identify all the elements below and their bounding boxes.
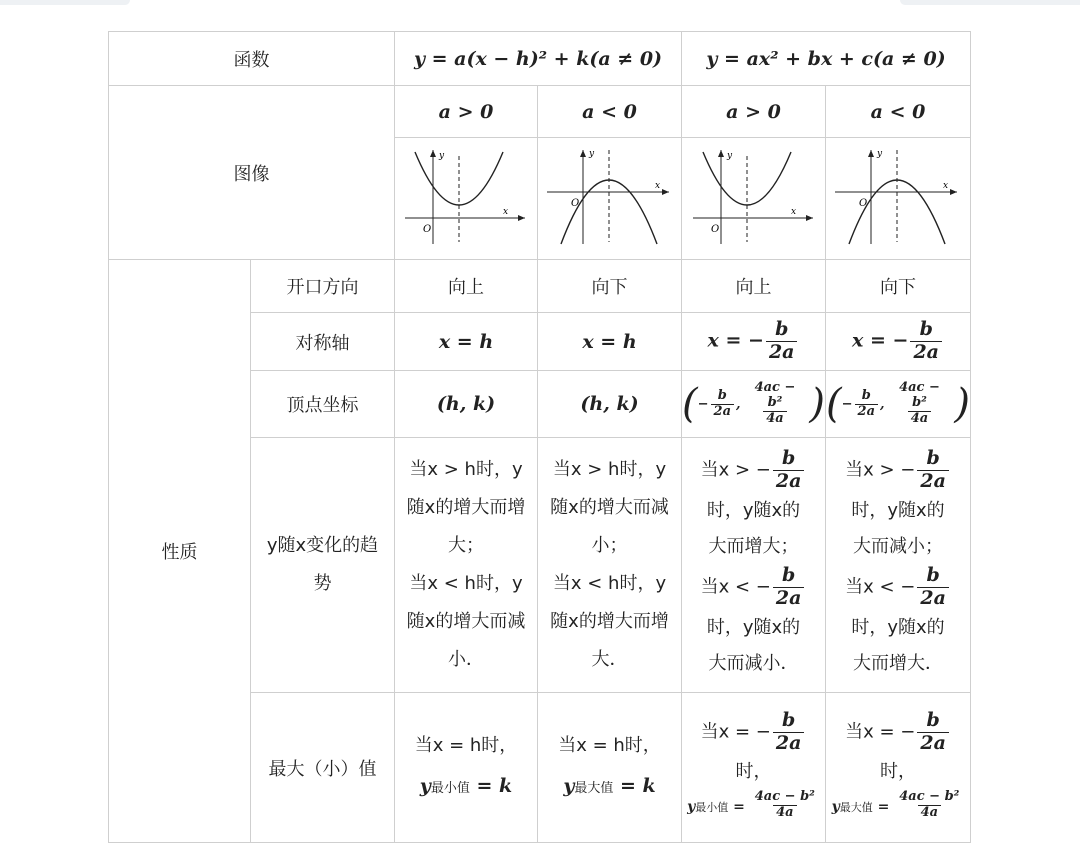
extreme-line: 时，	[735, 760, 772, 782]
vertex-value: (h, k)	[436, 393, 496, 415]
axis-value: x = h	[438, 330, 494, 353]
fraction-denominator: 2a	[855, 404, 878, 420]
opening-label: 开口方向	[286, 277, 359, 298]
extreme-y: y	[687, 798, 696, 815]
fraction-numerator: b	[717, 387, 727, 403]
extreme-cell	[826, 693, 971, 843]
extreme-y: y	[831, 798, 840, 815]
axis-cell	[682, 313, 826, 371]
axis-y-label: y	[726, 151, 732, 161]
fraction-numerator: 4ac − b²	[899, 380, 940, 411]
trend-line: 当x < h时，y	[552, 573, 667, 594]
extreme-line: 当x = h时，	[414, 735, 518, 756]
trend-cell	[538, 438, 682, 693]
fraction-denominator: 4a	[773, 805, 796, 821]
minus-sign: −	[841, 396, 853, 412]
extreme-subscript: 最小值	[430, 781, 470, 796]
trend-line: 时，y随x的	[706, 616, 801, 638]
comma: ,	[880, 396, 885, 412]
trend-line: 时，y随x的	[706, 500, 801, 521]
extreme-subscript: 最大值	[839, 800, 873, 814]
vertex-form-header-cell	[395, 32, 682, 86]
fraction-denominator: 4a	[908, 411, 931, 427]
vertex-coordinate	[682, 381, 825, 427]
trend-prefix: 当x < −	[845, 576, 916, 598]
extreme-prefix: 当x = −	[700, 721, 771, 743]
vertex-label: 顶点坐标	[286, 395, 359, 416]
vertex-cell	[538, 371, 682, 438]
case-cell	[682, 86, 826, 138]
trend-fraction	[773, 448, 805, 493]
fraction-denominator: 2a	[917, 587, 949, 610]
extreme-eq: = k	[613, 775, 656, 797]
fraction-denominator: 4a	[918, 805, 941, 821]
general-form-formula: y = ax² + bx + c(a ≠ 0)	[706, 47, 946, 70]
extreme-y: y	[563, 775, 575, 797]
case-cell	[826, 86, 971, 138]
axis-prefix: x = −	[852, 329, 909, 352]
fraction-numerator: b	[775, 318, 789, 341]
trend-line: 随x的增大而减	[550, 497, 669, 518]
extreme-label-cell	[251, 693, 395, 843]
extreme-prefix: 当x = −	[845, 721, 916, 743]
case-label: a > 0	[726, 100, 781, 123]
opening-value: 向下	[591, 277, 628, 298]
vertex-form-formula: y = a(x − h)² + k(a ≠ 0)	[413, 47, 663, 70]
fraction-numerator: b	[781, 709, 796, 732]
trend-prefix: 当x > −	[700, 459, 771, 481]
extreme-line	[826, 710, 970, 755]
fraction-denominator: 2a	[917, 732, 949, 755]
case-label: a < 0	[870, 100, 926, 123]
right-paren: )	[809, 381, 826, 427]
fraction-numerator: b	[926, 564, 940, 586]
fraction-numerator: b	[781, 447, 796, 470]
axis-value: x = h	[582, 330, 637, 353]
trend-line	[830, 448, 966, 493]
origin-label: O	[859, 198, 868, 209]
image-label-cell	[109, 86, 395, 260]
extreme-line	[395, 766, 537, 809]
axis-x-label: x	[654, 181, 660, 191]
trend-line: 当x > h时，y	[409, 459, 523, 480]
trend-line: 随x的增大而增	[406, 497, 526, 518]
axis-cell	[538, 313, 682, 371]
axis-label-cell	[251, 313, 395, 371]
opening-cell	[395, 260, 538, 313]
minus-sign: −	[697, 396, 709, 412]
trend-line	[830, 565, 966, 610]
fraction-numerator: 4ac − b²	[754, 380, 796, 411]
function-header-cell	[109, 32, 395, 86]
trend-line: 大而减小；	[853, 536, 944, 557]
fraction-numerator: b	[919, 318, 933, 341]
axis-prefix: x = −	[707, 329, 764, 352]
trend-line: 大而增大．	[853, 652, 944, 674]
extreme-eq: = k	[469, 775, 513, 797]
trend-line: 大而减小．	[708, 652, 799, 674]
axis-y-label: y	[588, 149, 594, 159]
extreme-fraction	[773, 710, 805, 755]
fraction-denominator: 2a	[917, 470, 949, 493]
extreme-subscript: 最小值	[695, 800, 729, 814]
top-left-strip	[0, 0, 130, 5]
graph-cell	[395, 138, 538, 260]
trend-line: 大；	[448, 535, 484, 556]
case-label: a > 0	[438, 100, 494, 123]
extreme-line: 时，	[880, 760, 917, 782]
extreme-line: 当x = h时，	[558, 735, 661, 756]
extreme-value-fraction	[896, 790, 962, 821]
extreme-line	[682, 710, 825, 755]
fraction-numerator: 4ac − b²	[754, 789, 815, 805]
fraction-denominator: 2a	[766, 341, 798, 364]
extreme-cell	[395, 693, 538, 843]
graph-cell	[682, 138, 826, 260]
left-paren: (	[826, 381, 842, 427]
axis-fraction	[910, 319, 942, 364]
extreme-label: 最大（小）值	[268, 758, 377, 780]
general-form-header-cell	[682, 32, 971, 86]
vertex-cell	[826, 371, 971, 438]
extreme-cell	[682, 693, 826, 843]
opening-cell	[682, 260, 826, 313]
opening-label-cell	[251, 260, 395, 313]
origin-label: O	[710, 224, 719, 235]
trend-fraction	[917, 448, 949, 493]
trend-label: y随x变化的趋势	[266, 535, 379, 594]
trend-line: 小．	[448, 649, 484, 670]
fraction-denominator: 4a	[763, 411, 786, 427]
comma: ,	[736, 396, 741, 412]
fraction-numerator: b	[926, 709, 940, 732]
left-paren: (	[682, 381, 698, 427]
parabola-down-graph	[833, 146, 963, 246]
vertex-x-fraction	[855, 389, 878, 420]
top-right-strip	[900, 0, 1080, 5]
extreme-line	[826, 789, 970, 825]
opening-value: 向上	[448, 277, 484, 298]
opening-cell	[826, 260, 971, 313]
fraction-numerator: b	[926, 447, 940, 470]
vertex-value: (h, k)	[580, 393, 639, 415]
axis-cell	[395, 313, 538, 371]
extreme-line	[682, 789, 825, 825]
trend-line	[686, 565, 821, 610]
trend-prefix: 当x > −	[845, 459, 916, 481]
right-paren: )	[954, 381, 971, 427]
extreme-fraction	[917, 710, 949, 755]
vertex-coordinate	[826, 381, 970, 427]
axis-y-label: y	[877, 149, 883, 159]
graph-cell	[538, 138, 682, 260]
vertex-y-fraction	[887, 381, 953, 427]
fraction-denominator: 2a	[773, 732, 805, 755]
extreme-cell	[538, 693, 682, 843]
vertex-cell	[682, 371, 826, 438]
vertex-y-fraction	[743, 381, 808, 427]
fraction-numerator: 4ac − b²	[899, 789, 960, 805]
trend-line: 随x的增大而增	[550, 611, 669, 632]
opening-value: 向上	[735, 277, 772, 298]
case-cell	[395, 86, 538, 138]
origin-label: O	[423, 224, 432, 235]
case-label: a < 0	[582, 100, 637, 123]
fraction-numerator: b	[861, 387, 871, 403]
axis-x-label: x	[503, 207, 509, 217]
axis-cell	[826, 313, 971, 371]
trend-cell	[682, 438, 826, 693]
fraction-denominator: 2a	[773, 587, 805, 610]
trend-line: 大．	[591, 649, 628, 670]
trend-line: 时，y随x的	[851, 616, 945, 638]
extreme-y: y	[419, 775, 431, 797]
extreme-line	[538, 766, 681, 809]
image-label: 图像	[233, 163, 270, 185]
fraction-denominator: 2a	[910, 341, 942, 364]
extreme-subscript: 最大值	[574, 781, 614, 796]
case-cell	[538, 86, 682, 138]
property-label: 性质	[161, 542, 198, 563]
origin-label: O	[570, 198, 579, 209]
axis-label: 对称轴	[295, 332, 350, 354]
trend-line	[686, 448, 821, 493]
graph-cell	[826, 138, 971, 260]
trend-fraction	[773, 565, 805, 610]
vertex-label-cell	[251, 371, 395, 438]
trend-cell	[395, 438, 538, 693]
quadratic-properties-table	[108, 31, 971, 843]
parabola-down-graph	[545, 146, 675, 246]
extreme-eq: =	[728, 798, 750, 815]
fraction-denominator: 2a	[711, 404, 734, 420]
trend-line: 当x < h时，y	[409, 573, 523, 594]
trend-label-cell	[251, 438, 395, 693]
axis-fraction	[766, 319, 798, 364]
trend-prefix: 当x < −	[700, 576, 771, 598]
property-label-cell	[109, 260, 251, 843]
fraction-denominator: 2a	[773, 470, 805, 493]
function-label: 函数	[233, 49, 270, 71]
parabola-up-graph	[689, 146, 819, 246]
extreme-eq: =	[872, 798, 895, 815]
trend-line: 随x的增大而减	[406, 611, 526, 632]
trend-fraction	[917, 565, 949, 610]
trend-line: 大而增大；	[708, 536, 799, 557]
opening-cell	[538, 260, 682, 313]
opening-value: 向下	[880, 277, 917, 298]
axis-y-label: y	[439, 151, 445, 161]
axis-x-label: x	[943, 181, 949, 191]
extreme-value-fraction	[752, 790, 818, 821]
trend-line: 时，y随x的	[851, 500, 945, 521]
trend-cell	[826, 438, 971, 693]
axis-x-label: x	[790, 207, 796, 217]
trend-line: 当x > h时，y	[552, 459, 667, 480]
parabola-up-graph	[401, 146, 531, 246]
vertex-cell	[395, 371, 538, 438]
trend-line: 小；	[591, 535, 628, 556]
fraction-numerator: b	[781, 564, 796, 586]
vertex-x-fraction	[711, 389, 734, 420]
